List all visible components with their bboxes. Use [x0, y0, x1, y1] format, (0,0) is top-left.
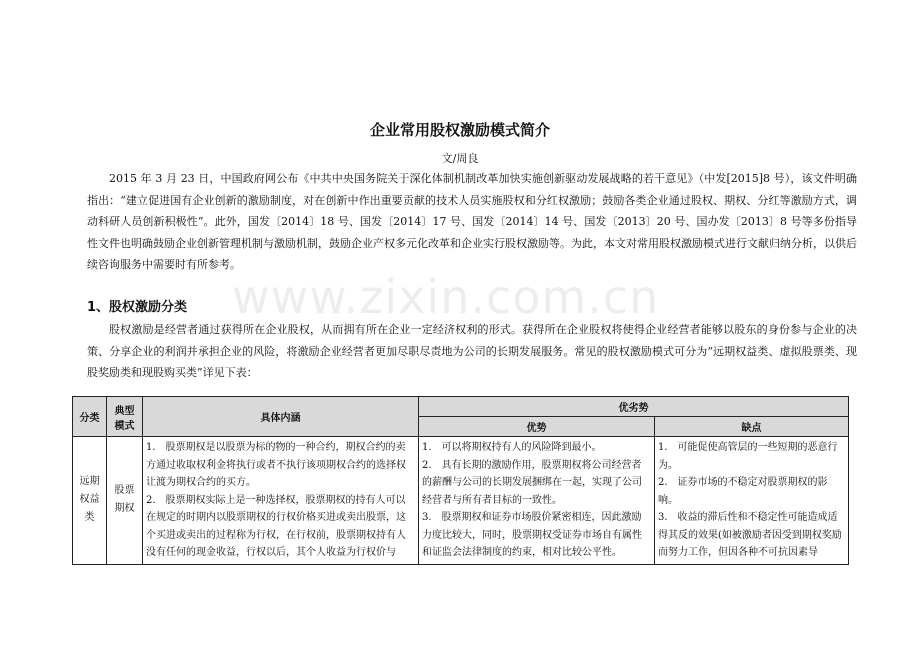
section-paragraph: 股权激励是经营者通过获得所在企业股权，从而拥有所在企业一定经济权利的形式。获得所在企业股权将使得企业经营者能够以股东的身份参与企业的决策、分享企业的利润并承担企业的风险，将激励企业经营者更加尽职尽责地为公司的长期发展服务。常见的股权激励模式可分为“远期权益类、虚拟股票类、现股奖励类和现股购买类”详见下表：	[87, 323, 857, 379]
section-heading: 1、股权激励分类	[87, 300, 188, 315]
content-item: 1. 股票期权是以股票为标的物的一种合约，期权合约的卖方通过收取权利金将执行或者不执行该项期权合约的选择权让渡为期权合约的买方。	[146, 442, 406, 488]
row-mode: 股票期权	[107, 437, 143, 565]
row-pros	[419, 437, 655, 565]
cons-item: 1. 可能促使高管层的一些短期的恶意行为。	[658, 442, 838, 471]
watermark: www.zixin.com.cn	[232, 270, 660, 324]
row-cons	[655, 437, 849, 565]
cons-item: 3. 收益的滞后性和不稳定性可能造成适得其反的效果(如被激励者因受到期权奖励而努力工作，但因各种不可抗因素导	[658, 512, 842, 558]
header-cons: 缺点	[655, 417, 849, 437]
row-content	[143, 437, 419, 565]
intro-paragraph: 2015 年 3 月 23 日，中国政府网公布《中共中央国务院关于深化体制机制改革加快实施创新驱动发展战略的若干意见》（中发[2015]8 号），该文件明确指出：“建立促进国有企业创新的激励制度，对在创新中作出重要贡献的技术人员实施股权和分红权激励；鼓励各类企业通过股权、期权、分红等激励方式，调动科研人员创新积极性”。此外，国发〔2014〕18 号、国发〔2014〕17 号、国发〔2014〕14 号、国发〔2013〕20 号、国办发〔2013〕8 号等多份指导性文件也明确鼓励企业创新管理机制与激励机制，鼓励企业产权多元化改革和企业实行股权激励等。为此，本文对常用股权激励模式进行文献归纳分析，以供后续咨询服务中需要时有所参考。	[87, 172, 857, 271]
header-category: 分类	[73, 397, 107, 437]
incentive-table	[72, 396, 849, 565]
pros-item: 1. 可以将期权持有人的风险降到最小。	[422, 442, 602, 453]
row-category: 远期权益类	[73, 437, 107, 565]
author-line: 文/周良	[441, 152, 479, 165]
document-title: 企业常用股权激励模式简介	[369, 121, 550, 139]
pros-item: 2. 具有长期的激励作用，股票期权将公司经营者的薪酬与公司的长期发展捆绑在一起，实现了公司经营者与所有者目标的一致性。	[422, 459, 642, 506]
pros-item: 3. 股票期权和证券市场股价紧密相连，因此激励力度比较大，同时，股票期权受证券市场自有属性和证监会法律制度的约束，相对比较公平性。	[422, 512, 642, 558]
table-header-row	[73, 397, 849, 417]
header-mode: 典型模式	[107, 397, 143, 437]
header-pros: 优势	[419, 417, 655, 437]
header-content: 具体内涵	[143, 397, 419, 437]
header-pros-cons: 优劣势	[419, 397, 849, 417]
content-item: 2. 股票期权实际上是一种选择权，股票期权的持有人可以在规定的时期内以股票期权的行权价格买进或卖出股票，这个买进或卖出的过程称为行权，在行权前，股票期权持有人没有任何的现金收益，行权以后，其个人收益为行权价与	[146, 494, 406, 558]
cons-item: 2. 证券市场的不稳定对股票期权的影响。	[658, 477, 828, 506]
table-row	[73, 437, 849, 565]
